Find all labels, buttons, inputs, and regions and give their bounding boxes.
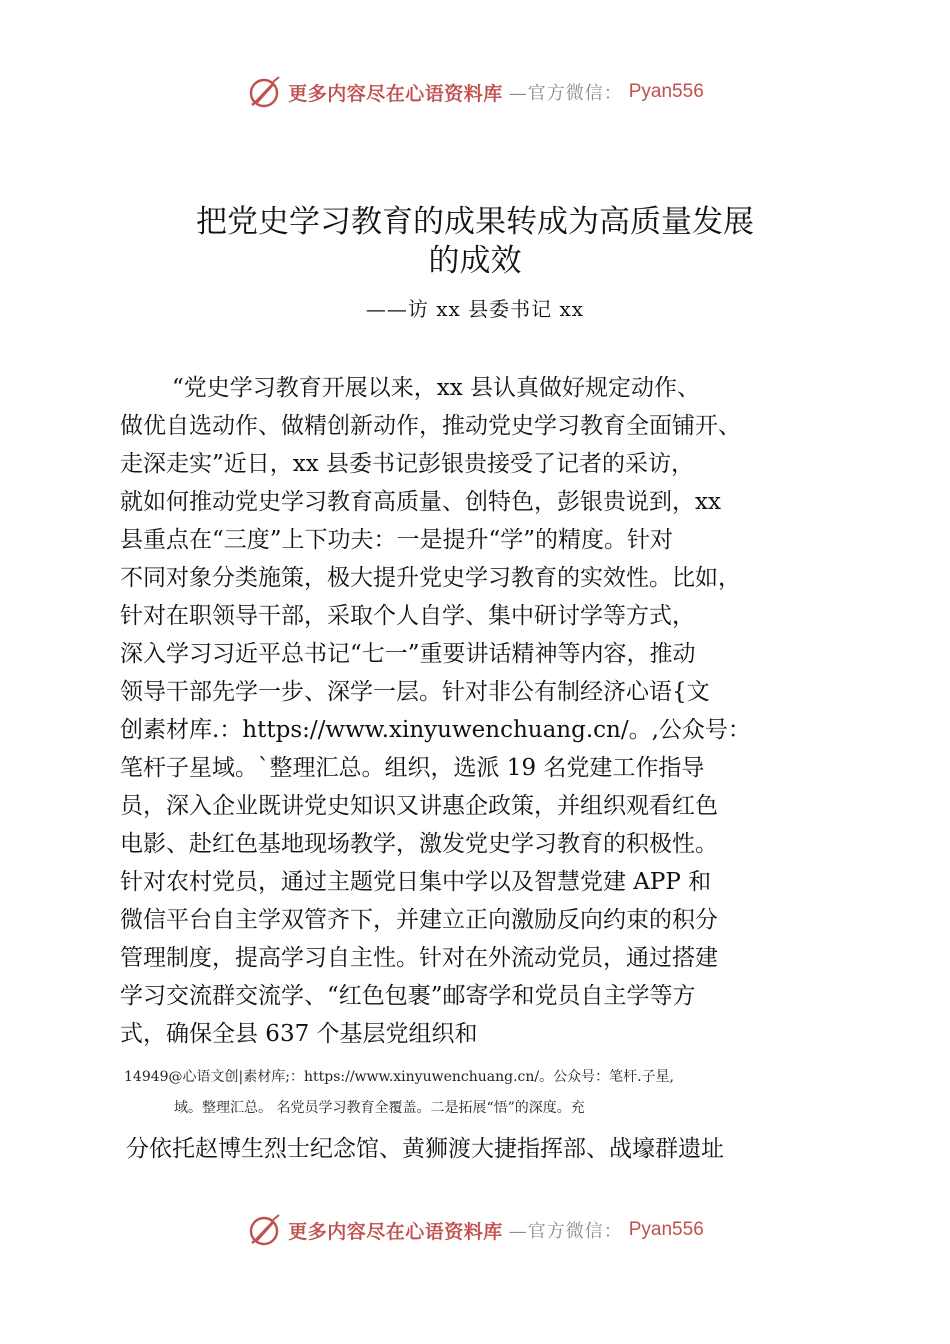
body-line: 就如何推动党史学习教育高质量、创特色，彭银贵说到，xx [120, 489, 721, 515]
header-banner [0, 72, 950, 112]
body-line: 县重点在“三度”上下功夫：一是提升“学”的精度。针对 [120, 527, 674, 553]
body-line: “党史学习教育开展以来，xx 县认真做好规定动作、 [172, 375, 701, 401]
body-line: 管理制度，提高学习自主性。针对在外流动党员，通过搭建 [120, 945, 718, 971]
banner-separator: —官方微信： [508, 1221, 623, 1242]
banner-text: 更多内容尽在心语资料库 [288, 1220, 503, 1243]
footnote-line1: 14949@心语文创|素材库;：https://www.xinyuwenchuang.cn/。公众号：笔杆.子星, [124, 1069, 674, 1085]
quill-pen-logo-icon [246, 1212, 282, 1248]
body-line: 笔杆子星域。`整理汇总。组织，选派 19 名党建工作指导 [120, 755, 705, 781]
body-line: 领导干部先学一步、深学一层。针对非公有制经济心语{文 [120, 679, 710, 705]
banner-separator: —官方微信： [508, 83, 623, 104]
body-line: 学习交流群交流学、“红色包裹”邮寄学和党员自主学等方 [120, 983, 696, 1009]
body-line: 不同对象分类施策，极大提升党史学习教育的实效性。比如， [120, 565, 741, 591]
body-line: 深入学习习近平总书记“七一”重要讲话精神等内容，推动 [120, 641, 696, 667]
body-line: 微信平台自主学双管齐下，并建立正向激励反向约束的积分 [120, 907, 718, 933]
body-line: 电影、赴红色基地现场教学，激发党史学习教育的积极性。 [120, 831, 718, 857]
body-line: 做优自选动作、做精创新动作，推动党史学习教育全面铺开、 [120, 413, 741, 439]
document-title-line1: 把党史学习教育的成果转成为高质量发展 [196, 204, 754, 240]
wechat-id: Pyan556 [628, 1219, 704, 1240]
banner-text: 更多内容尽在心语资料库 [288, 82, 503, 105]
body-line: 式，确保全县 637 个基层党组织和 [120, 1021, 478, 1047]
body-line: 针对在职领导干部，采取个人自学、集中研讨学等方式， [120, 603, 695, 629]
wechat-id: Pyan556 [628, 81, 704, 102]
body-line: 员，深入企业既讲党史知识又讲惠企政策，并组织观看红色 [120, 793, 718, 819]
footnote-line2: 域。整理汇总。 名党员学习教育全覆盖。二是拓展“悟”的深度。充 [174, 1100, 585, 1116]
quill-pen-logo-icon [246, 74, 282, 110]
document-subtitle: ——访 xx 县委书记 xx [365, 297, 585, 321]
body-line: 针对农村党员，通过主题党日集中学以及智慧党建 APP 和 [120, 869, 712, 895]
continuation-line: 分依托赵博生烈士纪念馆、黄狮渡大捷指挥部、战壕群遗址 [126, 1136, 724, 1162]
body-line: 走深走实”近日，xx 县委书记彭银贵接受了记者的采访， [120, 451, 695, 477]
document-title-line2: 的成效 [428, 243, 522, 279]
footer-banner [0, 1210, 950, 1250]
body-line: 创素材库.：https://www.xinyuwenchuang.cn/。,公众号： [120, 717, 751, 743]
